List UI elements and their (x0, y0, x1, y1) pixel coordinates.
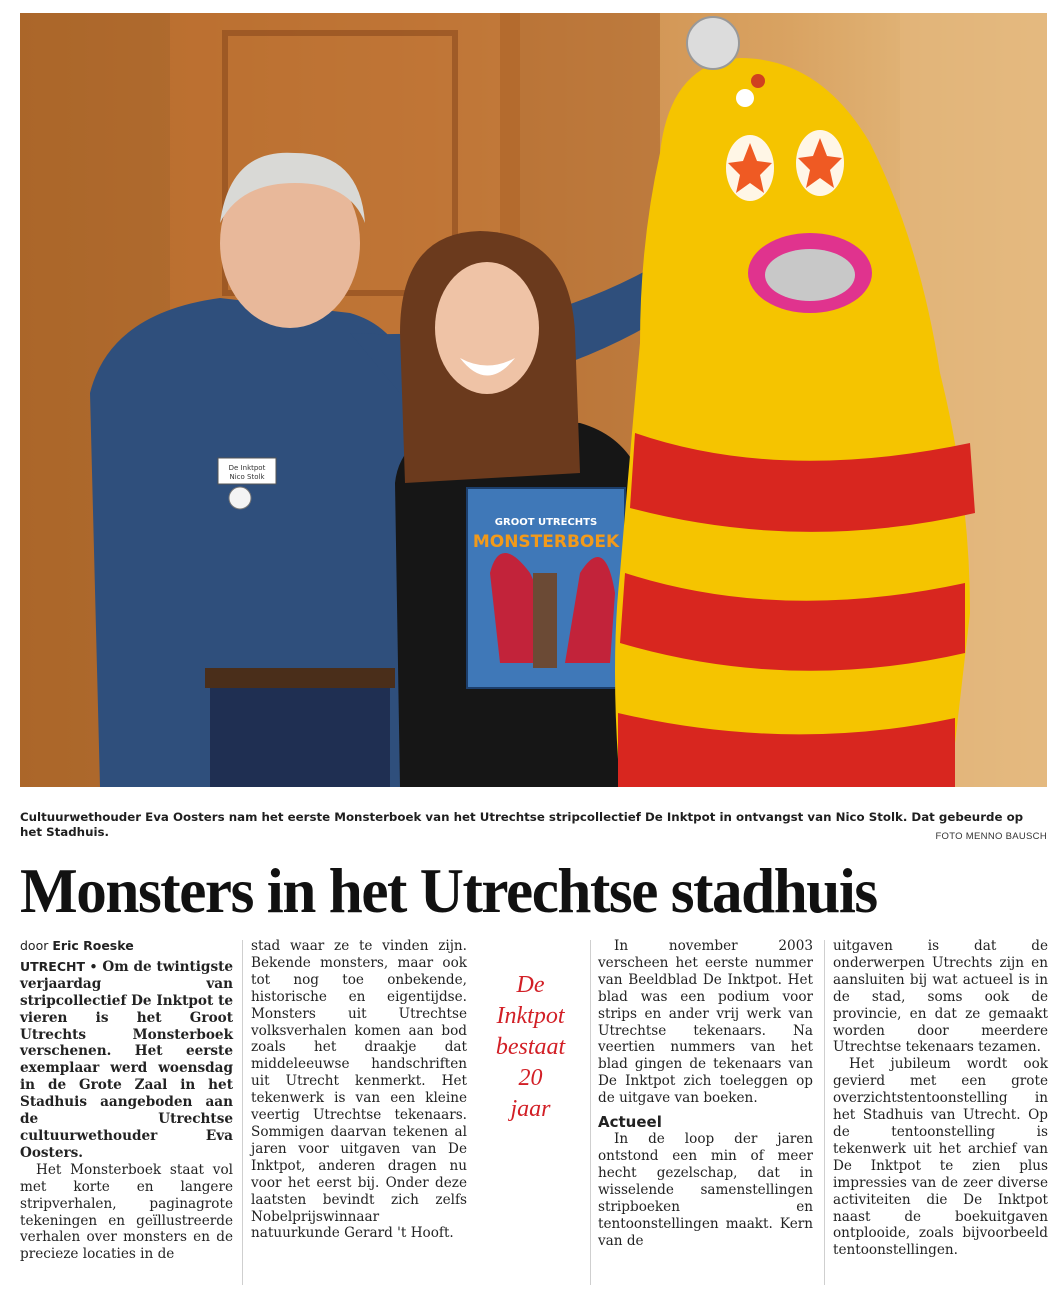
pull-quote-line: 20 (518, 1065, 543, 1091)
pull-quote-line: De (516, 972, 545, 998)
book-title-top: GROOT UTRECHTS (494, 517, 598, 528)
pull-quote-line: jaar (510, 1096, 551, 1122)
monsterboek-book (467, 488, 625, 688)
lead-paragraph (20, 959, 233, 1162)
body-paragraph-2: In november 2003 verscheen het eerste nummer van Beeldblad De Inktpot. Het blad was een podium voor strips en ander vrij werk van Utrechtse tekenaars. Na veertien nummers van het blad gingen de tekenaars van De Inktpot zich toeleggen op de uitgave van boeken. (598, 938, 813, 1107)
pull-quote-line: Inktpot (496, 1003, 565, 1029)
photo-illustration (20, 13, 1047, 787)
pull-quote-line: bestaat (495, 1034, 566, 1060)
body-paragraph-1: Het Monsterboek staat vol met korte en langere stripverhalen, paginagrote tekeningen en geïllustreerde verhalen over monsters en de precieze locaties in de (20, 1161, 233, 1263)
byline-prefix: door (20, 938, 49, 953)
photo-credit: FOTO MENNO BAUSCH (935, 831, 1047, 842)
article-column-2 (251, 938, 467, 1242)
article-column-1 (20, 938, 233, 1263)
name-badge-line1: De Inktpot (228, 464, 266, 472)
article-column-4 (598, 938, 813, 1249)
body-paragraph-3: In de loop der jaren ontstond een min of meer hecht gezelschap, dat in wisselende samenstellingen stripboeken en tentoonstellingen maakt. Kern van de (598, 1131, 813, 1249)
column-rule (824, 940, 825, 1285)
dateline: UTRECHT • (20, 958, 98, 974)
byline (20, 938, 233, 955)
subhead-actueel: Actueel (598, 1113, 662, 1132)
headline: Monsters in het Utrechtse stadhuis (20, 855, 877, 926)
lead-text: Om de twintigste verjaardag van stripcollectief De Inktpot te vieren is het Groot Utrechts Monsterboek verschenen. Het eerste exemplaar werd woensdag in de Grote Zaal in het Stadhuis aangeboden aan de Utrechtse cultuurwethouder Eva Oosters. (20, 958, 234, 1161)
pull-quote (478, 970, 583, 1125)
column-rule (590, 940, 591, 1285)
column-rule (242, 940, 243, 1285)
body-paragraph-4: Het jubileum wordt ook gevierd met een grote overzichtstentoonstelling in het Stadhuis van Utrecht. Op de tentoonstelling is tekenwerk uit het archief van De Inktpot te zien plus impressies van de zeer diverse activiteiten die De Inktpot naast de boekuitgaven ontplooide, zoals bijvoorbeeld tentoonstellingen. (833, 1056, 1048, 1259)
book-title-main: MONSTERBOEK (472, 532, 620, 552)
body-paragraph-1-continued: stad waar ze te vinden zijn. Bekende monsters, maar ook tot nog toe onbekende, historische en eigentijdse. Monsters uit Utrechtse volksverhalen komen aan bod zoals het draakje dat middeleeuwse handschriften uit Utrecht kenmerkt. Het tekenwerk is van een kleine veertig Utrechtse tekenaars. Sommigen daarvan tekenen al jaren voor uitgaven van De Inktpot, anderen dragen nu voor het eerst bij. Onder deze laatsten bevindt zich zelfs Nobelprijswinnaar natuurkunde Gerard 't Hooft. (251, 938, 467, 1242)
byline-author: Eric Roeske (52, 938, 134, 953)
body-paragraph-3-continued: uitgaven is dat de onderwerpen Utrechts zijn en aansluiten bij wat actueel is in de stad, soms ook de provincie, en dat ze gemaakt worden door meerdere Utrechtse tekenaars tezamen. (833, 938, 1048, 1056)
photo-caption: Cultuurwethouder Eva Oosters nam het eerste Monsterboek van het Utrechtse stripcollectief De Inktpot in ontvangst van Nico Stolk. Dat gebeurde op het Stadhuis. (20, 810, 1024, 839)
article-column-5 (833, 938, 1048, 1259)
name-badge-line2: Nico Stolk (229, 473, 265, 481)
article-photo (20, 13, 1047, 787)
